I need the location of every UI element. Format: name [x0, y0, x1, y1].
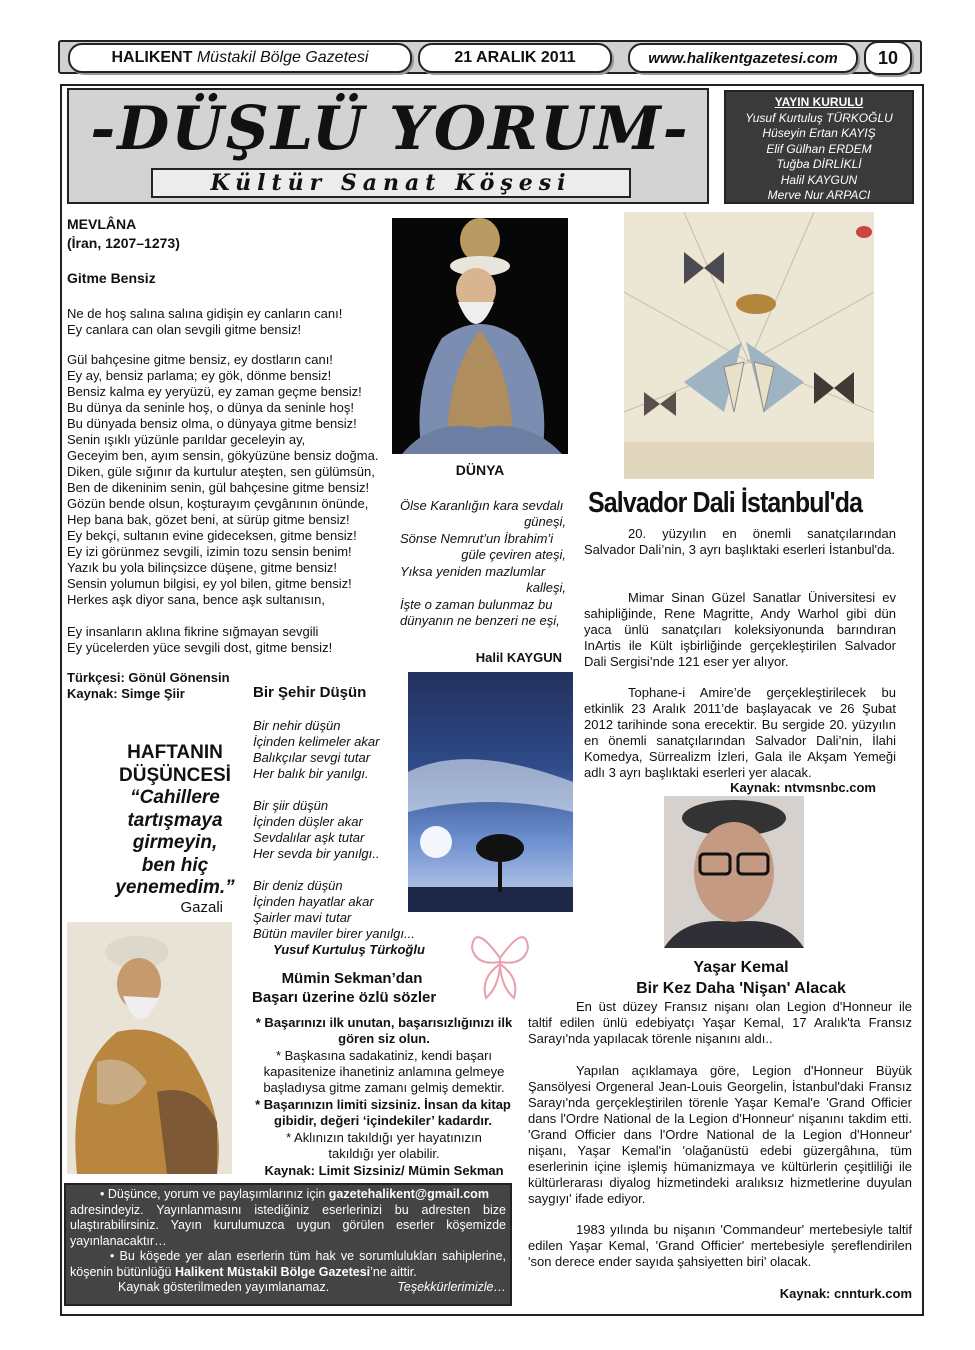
quote-heading-1: HAFTANIN	[127, 742, 223, 763]
date-pill	[418, 43, 612, 73]
sehir-stanza-1: Bir nehir düşün İçinden kelimeler akar Balıkçılar sevgi tutar Her balık bir yanılgı.	[253, 718, 380, 781]
footer-thanks: Teşekkürlerimizle…	[397, 1280, 506, 1294]
paper-name-pill	[68, 43, 412, 73]
board-member: Yusuf Kurtuluş TÜRKOĞLU	[745, 110, 893, 125]
poet-name: MEVLÂNA	[67, 216, 137, 232]
dunya-line: dünyanın ne benzeri ne eşi,	[400, 613, 560, 628]
page-number-pill	[864, 41, 912, 75]
paper-name: HALIKENT	[111, 49, 193, 66]
editorial-board	[724, 90, 914, 204]
footer-paper-name: Halikent Müstakil Bölge Gazetesi	[174, 1264, 371, 1279]
section-subtitle: Kültür Sanat Köşesi	[151, 168, 631, 198]
kemal-paragraph-3: 1983 yılında bu nişanın 'Commandeur' mertebesiyle taltif edilen Yaşar Kemal, 'Grand Officier' mertebesiyle şereflendirilen 'son derece ender sayıda şahsiyetten biri' olacak.	[528, 1222, 912, 1269]
dunya-title: DÜNYA	[455, 462, 505, 478]
sekman-title-2: Başarı üzerine özlü sözler	[252, 989, 437, 1006]
footer-line-2: adresindeyiz. Yayınlanmasını istediğiniz eserlerinizi bu adresten bize ulaştırabilirsiniz. Yayın kurulumuzca uygun görülen eserler köşemizde yayınlanacaktır…	[70, 1202, 506, 1248]
sekman-quote-1: * Başarınızı ilk unutan, başarısızlığınızı ilk gören siz olun.	[255, 1015, 513, 1046]
sufi-painting-image	[67, 922, 232, 1174]
issue-date: 21 ARALIK 2011	[454, 49, 576, 66]
quote-author: Gazali	[180, 899, 223, 916]
paper-tagline: Müstakil Bölge Gazetesi	[196, 49, 369, 66]
dali-painting-svg	[624, 212, 874, 479]
kemal-paragraph-1: En üst düzey Fransız nişanı olan Legion d'Honneur ile taltif edilen ünlü edebiyatçı Yaşar Kemal, 17 Aralık'ta Fransız Sarayı'nda yapılacak törenle nişanını aldı..	[528, 999, 912, 1046]
sekman-quote-2: * Başkasına sadakatiniz, kendi başarı kapasitenize ihanetiniz anlamına gelmeye başladıysa gitme zamanı gelmiş demektir.	[263, 1048, 505, 1095]
contact-email[interactable]: gazetehalikent@gmail.com	[328, 1187, 489, 1201]
sehir-title: Bir Şehir Düşün	[253, 684, 367, 701]
page-number: 10	[877, 47, 899, 68]
footer-text: • Bu köşede yer alan eserlerin tüm hak ve sorumlulukları sahiplerine, köşenin bütünlüğü	[70, 1249, 506, 1279]
sehir-stanza-3: Bir deniz düşün İçinden hayatlar akar Şairler mavi tutar Bütün maviler birer yanılgı...	[253, 878, 415, 941]
night-tree-svg	[408, 672, 573, 912]
dunya-line: güle çeviren ateşi,	[461, 547, 566, 562]
section-title: -DÜŞLÜ YORUM-	[90, 94, 690, 164]
board-member: Halil KAYGUN	[780, 172, 858, 187]
board-member: Tuğba DİRLİKLİ	[776, 157, 862, 171]
poem-stanza-1: Ne de hoş salına salına gidişin ey canların canı! Ey canlara can olan sevgili gitme bensiz!	[67, 306, 343, 337]
footer-text: Kaynak gösterilmeden yayımlanamaz.	[118, 1280, 330, 1294]
kemal-source: Kaynak: cnnturk.com	[779, 1286, 912, 1301]
dali-painting-image	[624, 212, 874, 479]
sufi-painting-svg	[67, 922, 232, 1174]
kemal-headline-1: Yaşar Kemal	[693, 959, 789, 976]
section-banner	[67, 88, 709, 204]
mevlana-portrait-svg	[392, 218, 568, 454]
night-tree-image	[408, 672, 573, 912]
sehir-stanza-2: Bir şiir düşün İçinden düşler akar Sevdalılar aşk tutar Her sevda bir yanılgı..	[253, 798, 380, 861]
poem-stanza-3: Ey insanların aklına fikrine sığmayan sevgili Ey yücelerden yüce sevgili dost, gitme bensiz!	[67, 624, 333, 655]
dunya-line: İşte o zaman bulunmaz bu	[400, 597, 553, 612]
dunya-line: Yıksa yeniden mazlumlar	[400, 564, 546, 579]
quote-text: “Cahillere tartışmaya girmeyin, ben hiç yenemedim.”	[115, 787, 235, 898]
sekman-quote-4: * Aklınızın takıldığı yer hayatınızın takıldığı yer olabilir.	[286, 1130, 482, 1161]
dunya-line: kalleşi,	[526, 580, 566, 595]
poet-dates: (İran, 1207–1273)	[67, 235, 180, 251]
dali-paragraph-1: 20. yüzyılın en önemli sanatçılarından Salvador Dali’nin, 3 ayrı başlıktaki eserleri İstanbul'da.	[584, 526, 896, 557]
kemal-paragraph-2: Yapılan açıklamaya göre, Legion d'Honneur Büyük Şansölyesi Orgeneral Jean-Louis Georgelin, İstanbul'daki Fransız Sarayı'nda gerçekleştirilen törenle Yaşar Kemal'e 'Grand Officier dans l'Ordre National de la Legion d'Honneur' nişanını takdim etti. 'Grand Officier dans l'Ordre National de la Legion d'Honneur' nişanı, Yaşar Kemal'in 'olağanüstü edebi güzergâhına, tüm eserlerinin içine işlemiş hümanizmaya ve kültürlerin çeşitliliği ile kültürlerarası diyalog hizmetindeki aralıksız hizmetlerine duyulan saygıyı' ifade ediyor.	[528, 1063, 912, 1206]
sekman-title-1: Mümin Sekman’dan	[281, 970, 423, 987]
board-member: Elif Gülhan ERDEM	[766, 141, 872, 156]
quote-heading-2: DÜŞÜNCESİ	[119, 765, 231, 786]
dali-paragraph-2: Mimar Sinan Güzel Sanatlar Üniversitesi ev sahipliğinde, Rene Magritte, Andy Warhol gibi dün yaca ünlü sanatçıları koleksiyonunda barındıran InArtis ile Kült işbirliğinde gerçekleştirilen Salvador Dali Sergisi’nde 121 eser yer alıyor.	[584, 590, 896, 669]
dali-paragraph-3: Tophane-i Amire’de gerçekleştirilecek bu etkinlik 23 Aralık 2011’de başlayacak ve 26 Şubat 2012 tarihinde sona erecektir. Bu sergide 20. yüzyılın en önemli sanatçılarından Salvador Dali’nin, İlahi Komedya, Sürrealizm İzleri, Gala ile Akşam Yemeği adlı 3 ayrı başlıktaki eserleri yer alacak.	[584, 685, 896, 780]
kemal-headline-2: Bir Kez Daha 'Nişan' Alacak	[636, 980, 846, 997]
poem-stanza-2: Gül bahçesine gitme bensiz, ey dostların canı! Ey ay, bensiz parlama; ey gök, dönme bensiz! Bensiz kalma ey yeryüzü, ey zaman geçme bensiz! Bu dünya da seninle hoş, o dünya da seninle hoş! Bu dünyada bensiz olma, o dünyaya gitme bensiz! Senin ışıklı yüzünle parıldar geceleyin ay, Geceyim ben, ayım sensin, gökyüzüne bensiz doğma. Diken, güle sığınır da kurtulur ateşten, sen gülümsün, Ben de dikeninim senin, gül bahçesine gitme bensiz! Gözün bende olsun, koşturayım çevgânının önünde, Hep bana bak, gözet beni, at sürüp gitme bensiz! Ey bekçi, sultanın evine gideceksen, gitme bensiz! Ey izi görünmez sevgili, izimin tozu sensin benim! Yazık bu yola bilinçsizce düşene, gitme bensiz! Sensin yolumun bilgisi, ey yol bilen, gitme bensiz! Herkes aşk diyor sana, bence aşk sultanısın,	[67, 352, 379, 607]
dunya-line: Sönse Nemrut’un İbrahim’i	[400, 531, 554, 546]
website-pill	[628, 43, 858, 73]
yasar-kemal-svg	[664, 796, 804, 948]
yasar-kemal-photo	[664, 796, 804, 948]
board-heading: YAYIN KURULU	[774, 95, 864, 109]
dunya-line: güneşi,	[524, 514, 566, 529]
dunya-author: Halil KAYGUN	[475, 650, 562, 665]
dali-source: Kaynak: ntvmsnbc.com	[730, 780, 876, 795]
sekman-source: Kaynak: Limit Sizsiniz/ Mümin Sekman	[264, 1163, 504, 1178]
dunya-line: Ölse Karanlığın kara sevdalı	[400, 498, 564, 513]
sekman-quote-3: * Başarınızın limiti sizsiniz. İnsan da kitap gibidir, değeri ‘içindekiler’ kadardır.	[255, 1097, 511, 1128]
sehir-author: Yusuf Kurtuluş Türkoğlu	[273, 942, 425, 957]
board-member: Hüseyin Ertan KAYIŞ	[762, 126, 876, 140]
poem-source: Kaynak: Simge Şiir	[67, 686, 185, 701]
dali-headline: Salvador Dali İstanbul'da	[588, 487, 863, 519]
poem-translation: Türkçesi: Gönül Gönensin	[67, 670, 230, 685]
footer-line-4	[70, 1280, 506, 1296]
footer-notice	[64, 1183, 512, 1306]
footer-line-1	[70, 1187, 506, 1203]
website-link[interactable]: www.halikentgazetesi.com	[648, 49, 838, 67]
butterfly-svg	[468, 918, 532, 1004]
footer-line-3	[70, 1249, 506, 1280]
footer-text: • Düşünce, yorum ve paylaşımlarınız için	[100, 1187, 329, 1201]
footer-text: ’ne aittir.	[370, 1264, 417, 1279]
pink-butterfly-icon	[468, 918, 532, 1004]
poem-title: Gitme Bensiz	[67, 270, 156, 286]
mevlana-portrait-image	[392, 218, 568, 454]
board-member: Merve Nur ARPACI	[767, 188, 871, 202]
